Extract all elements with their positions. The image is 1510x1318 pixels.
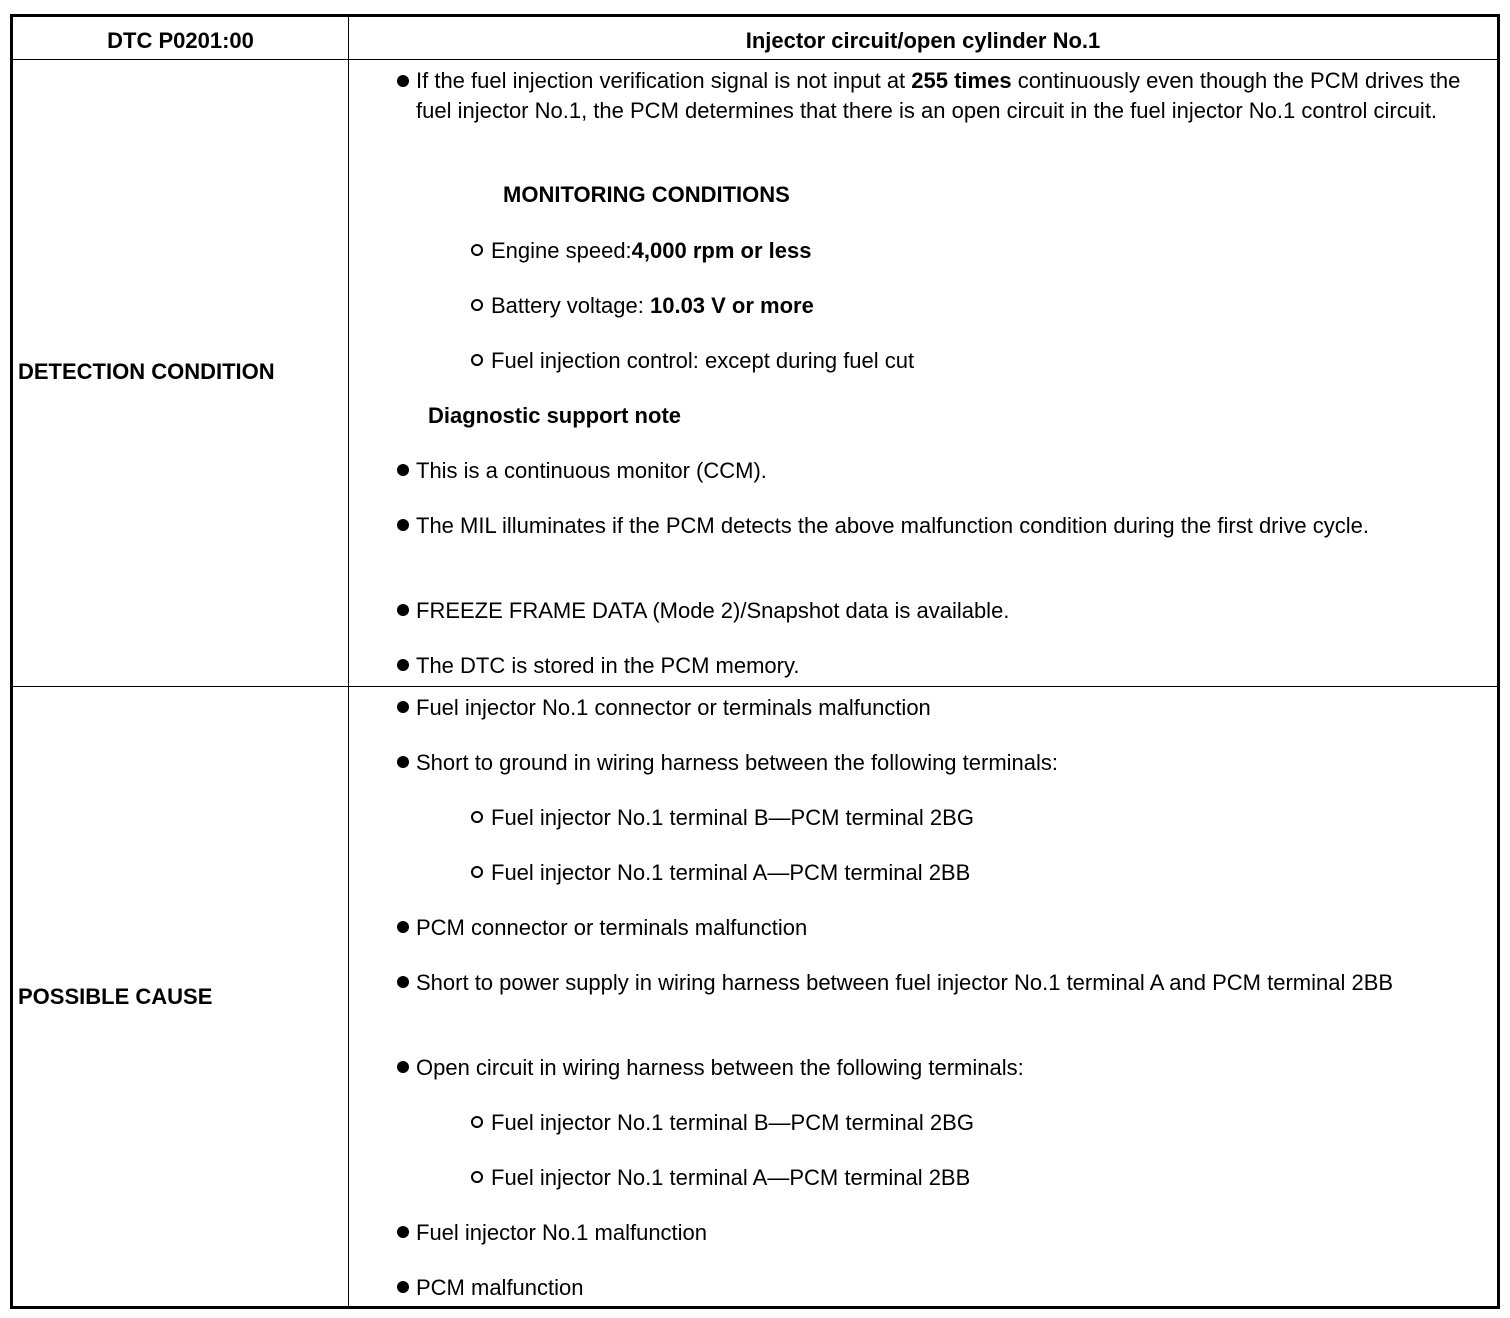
cause-item: Short to ground in wiring harness between the following terminals: [416, 750, 1059, 775]
cause-subitem: Fuel injector No.1 terminal B—PCM terminal 2BG [491, 805, 974, 830]
detection-intro: If the fuel injection verification signal is not input at 255 times continuously even though the PCM drives the fuel injector No.1, the PCM determines that there is an open circuit in the fuel injector No.1 control circuit. [416, 68, 1461, 123]
support-note: FREEZE FRAME DATA (Mode 2)/Snapshot data is available. [416, 598, 1010, 623]
support-note: The DTC is stored in the PCM memory. [416, 653, 800, 678]
cause-item: Fuel injector No.1 connector or terminals malfunction [416, 695, 931, 720]
bullet-ring-icon [471, 244, 483, 256]
bullet-dot-icon [397, 464, 409, 476]
column-divider [348, 17, 349, 1306]
cause-item: PCM connector or terminals malfunction [416, 915, 808, 940]
dtc-code-header: DTC P0201:00 [107, 28, 254, 53]
monitoring-condition: Engine speed:4,000 rpm or less [491, 238, 812, 263]
bullet-ring-icon [471, 1171, 483, 1183]
support-note: This is a continuous monitor (CCM). [416, 458, 767, 483]
row-divider [13, 686, 1497, 687]
bullet-ring-icon [471, 1116, 483, 1128]
bullet-dot-icon [397, 1226, 409, 1238]
bullet-ring-icon [471, 299, 483, 311]
bullet-dot-icon [397, 1281, 409, 1293]
monitoring-condition: Battery voltage: 10.03 V or more [491, 293, 814, 318]
support-note: The MIL illuminates if the PCM detects the above malfunction condition during the first drive cycle. [416, 513, 1369, 538]
dtc-title-header: Injector circuit/open cylinder No.1 [745, 28, 1101, 53]
cause-item: Short to power supply in wiring harness between fuel injector No.1 terminal A and PCM terminal 2BB [416, 970, 1394, 995]
cause-subitem: Fuel injector No.1 terminal B—PCM terminal 2BG [491, 1110, 974, 1135]
cause-item: Open circuit in wiring harness between the following terminals: [416, 1055, 1024, 1080]
cause-subitem: Fuel injector No.1 terminal A—PCM terminal 2BB [491, 860, 971, 885]
monitoring-conditions-heading: MONITORING CONDITIONS [503, 182, 790, 207]
bullet-ring-icon [471, 354, 483, 366]
cause-item: PCM malfunction [416, 1275, 584, 1300]
bullet-dot-icon [397, 519, 409, 531]
bullet-ring-icon [471, 866, 483, 878]
cause-item: Fuel injector No.1 malfunction [416, 1220, 708, 1245]
bullet-dot-icon [397, 921, 409, 933]
bullet-dot-icon [397, 976, 409, 988]
bullet-dot-icon [397, 756, 409, 768]
bullet-dot-icon [397, 604, 409, 616]
bullet-ring-icon [471, 811, 483, 823]
bullet-dot-icon [397, 1061, 409, 1073]
monitoring-condition: Fuel injection control: except during fuel cut [491, 348, 915, 373]
detection-condition-label: DETECTION CONDITION [18, 359, 275, 384]
cause-subitem: Fuel injector No.1 terminal A—PCM terminal 2BB [491, 1165, 971, 1190]
possible-cause-label: POSSIBLE CAUSE [18, 984, 213, 1009]
bullet-dot-icon [397, 701, 409, 713]
diagnostic-support-heading: Diagnostic support note [428, 403, 681, 428]
bullet-dot-icon [397, 659, 409, 671]
bullet-dot-icon [397, 75, 409, 87]
